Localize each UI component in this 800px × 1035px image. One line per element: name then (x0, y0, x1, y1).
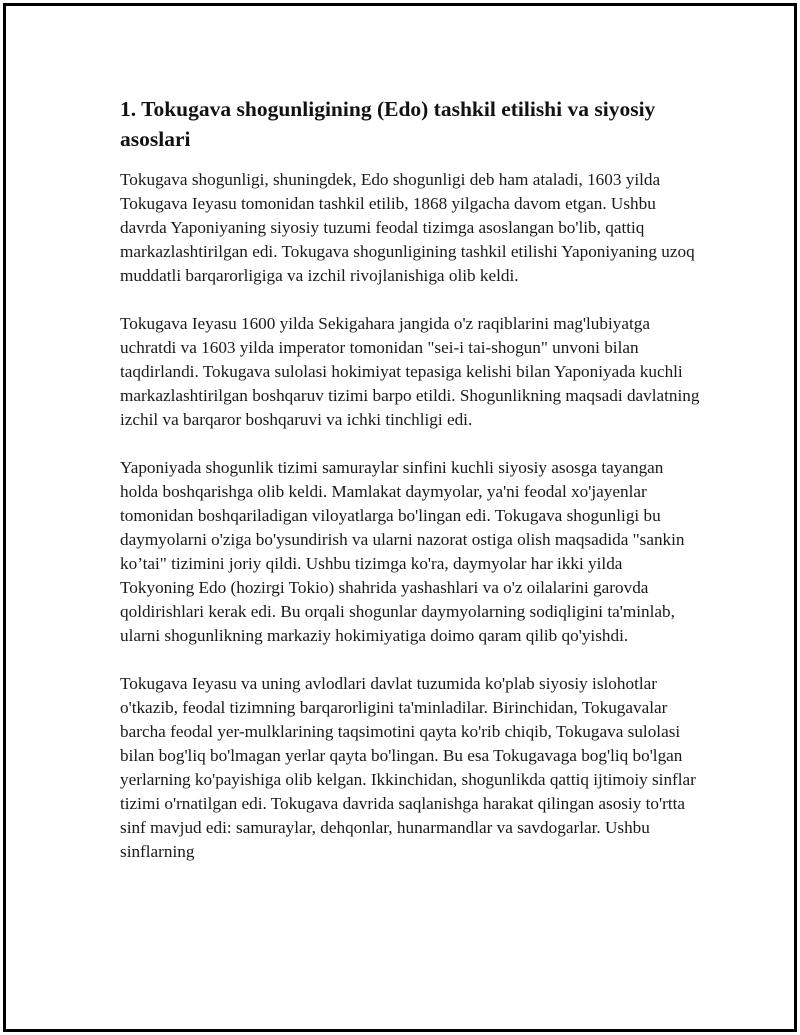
document-page (3, 3, 797, 1032)
document-body (120, 94, 700, 888)
paragraph-1: Tokugava shogunligi, shuningdek, Edo shogunligi deb ham ataladi, 1603 yilda Tokugava Ieyasu tomonidan tashkil etilib, 1868 yilgacha davom etgan. Ushbu davrda Yaponiyaning siyosiy tuzumi feodal tizimga asoslangan bo'lib, qattiq markazlashtirilgan edi. Tokugava shogunligining tashkil etilishi Yaponiyaning uzoq muddatli barqarorligiga va izchil rivojlanishiga olib keldi. (120, 170, 695, 285)
paragraph-4: Tokugava Ieyasu va uning avlodlari davlat tuzumida ko'plab siyosiy islohotlar o'tkazib, feodal tizimning barqarorligini ta'minladilar. Birinchidan, Tokugavalar barcha feodal yer-mulklarining taqsimotini qayta ko'rib chiqib, Tokugava sulolasi bilan bog'liq bo'lmagan yerlar qayta bo'lingan. Bu esa Tokugavaga bog'liq bo'lgan yerlarning ko'payishiga olib kelgan. Ikkinchidan, shogunlikda qattiq ijtimoiy sinflar tizimi o'rnatilgan edi. Tokugava davrida saqlanishga harakat qilingan asosiy to'rtta sinf mavjud edi: samuraylar, dehqonlar, hunarmandlar va savdogarlar. Ushbu sinflarning (120, 674, 696, 861)
section-heading: 1. Tokugava shogunligining (Edo) tashkil etilishi va siyosiy asoslari (120, 97, 656, 151)
paragraph-2: Tokugava Ieyasu 1600 yilda Sekigahara jangida o'z raqiblarini mag'lubiyatga uchratdi va 1603 yilda imperator tomonidan "sei-i tai-shogun" unvoni bilan taqdirlandi. Tokugava sulolasi hokimiyat tepasiga kelishi bilan Yaponiyada kuchli markazlashtirilgan boshqaruv tizimi barpo etildi. Shogunlikning maqsadi davlatning izchil va barqaror boshqaruvi va ichki tinchligi edi. (120, 314, 700, 429)
paragraph-3: Yaponiyada shogunlik tizimi samuraylar sinfini kuchli siyosiy asosga tayangan holda boshqarishga olib keldi. Mamlakat daymyolar, ya'ni feodal xo'jayenlar tomonidan boshqariladigan viloyatlarga bo'lingan edi. Tokugava shogunligi bu daymyolarni o'ziga bo'ysundirish va ularni nazorat ostiga olish maqsadida "sankin ko’tai" tizimini joriy qildi. Ushbu tizimga ko'ra, daymyolar har ikki yilda Tokyoning Edo (hozirgi Tokio) shahrida yashashlari va o'z oilalarini garovda qoldirishlari kerak edi. Bu orqali shogunlar daymyolarning sodiqligini ta'minlab, ularni shogunlikning markaziy hokimiyatiga doimo qaram qilib qo'yishdi. (120, 458, 685, 645)
